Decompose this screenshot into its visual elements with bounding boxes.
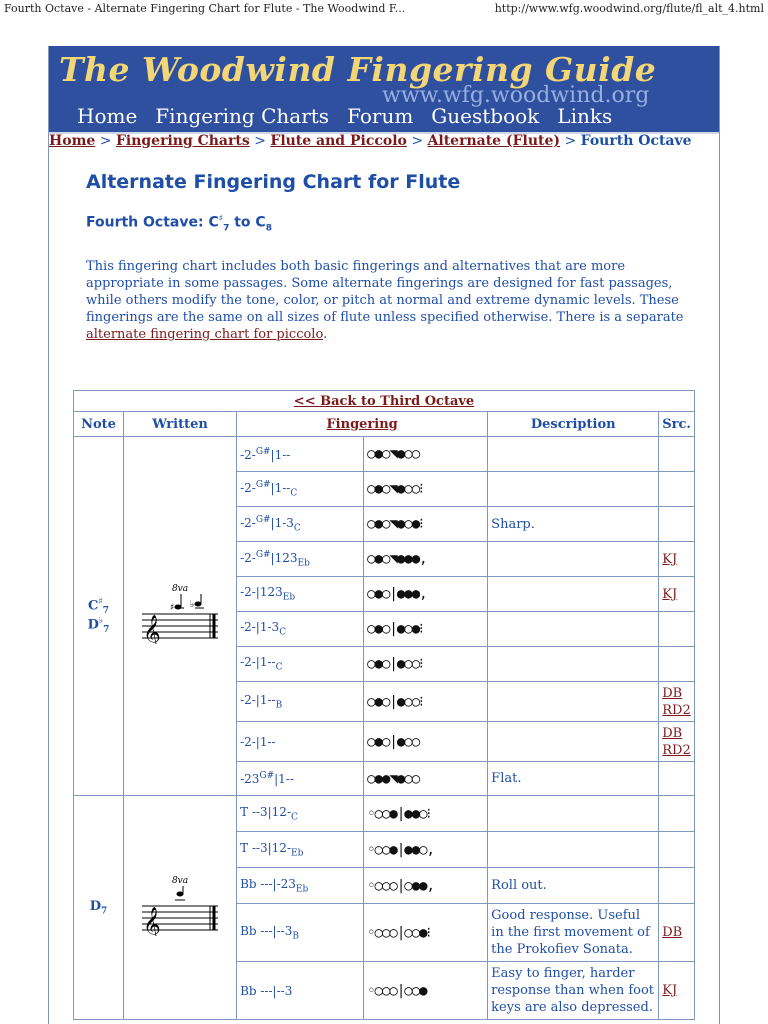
nav-guestbook[interactable]: Guestbook [431, 104, 540, 128]
source-link[interactable]: DB [662, 685, 683, 701]
browser-header [0, 0, 768, 18]
fingering-diagram: ○●●◥●○○ [364, 762, 488, 796]
source-link[interactable]: KJ [662, 983, 678, 998]
octave-subheading: Fourth Octave: $C^♯_7$ to $C_8$ [86, 214, 272, 234]
fingering-name: $-2-|123_{Eb}$ [237, 577, 364, 612]
source-link[interactable]: KJ [662, 551, 678, 567]
site-logo-title: The Woodwind Fingering Guide [59, 50, 657, 89]
fingering-description [488, 832, 659, 868]
fingering-name: Bb $---|-23_{Eb}$ [237, 868, 364, 904]
fingering-name: -2-|1-- [237, 722, 364, 762]
nav-forum[interactable]: Forum [347, 104, 414, 128]
main-nav [77, 104, 612, 128]
svg-text:♯: ♯ [170, 603, 175, 613]
breadcrumb-home[interactable]: Home [49, 133, 96, 149]
piccolo-chart-link[interactable]: alternate fingering chart for piccolo [86, 327, 324, 342]
fingering-diagram: ○●○|●○○⁝ [364, 647, 488, 682]
source-link[interactable]: RD2 [662, 742, 691, 758]
source-cell [659, 682, 695, 722]
fingering-diagram: ○●○◥●●●, [364, 542, 488, 577]
source-cell [659, 507, 695, 542]
back-row [74, 391, 695, 412]
intro-paragraph: This fingering chart includes both basic fingerings and alternatives that are more appropriate in some passages. Some alternate fingerings are designed for fast passages, while others modify the tone, color, or pitch at normal and extreme dynamic levels. These fingerings are the same on all sizes of flute unless specified otherwise. There is a separate alternate fingering chart for piccolo. [86, 259, 684, 342]
fingering-diagram: ○●○|●○○⁝ [364, 682, 488, 722]
source-link[interactable]: RD2 [662, 702, 691, 718]
fingering-diagram: ○●○|●●●, [364, 577, 488, 612]
fingering-diagram: ◦○○○|○○● [364, 962, 488, 1020]
source-link[interactable]: DB [662, 725, 683, 741]
fingering-diagram: ◦○○●|●●○, [364, 832, 488, 868]
fingering-description [488, 796, 659, 832]
breadcrumb-flute-piccolo[interactable]: Flute and Piccolo [270, 133, 407, 149]
source-cell [659, 962, 695, 1020]
fingering-diagram: ◦○○●|●●○⁝ [364, 796, 488, 832]
fingering-diagram: ○●○◥●○○⁝ [364, 472, 488, 507]
source-cell [659, 832, 695, 868]
source-cell [659, 762, 695, 796]
fingering-description [488, 472, 659, 507]
fingering-description: Sharp. [488, 507, 659, 542]
source-cell [659, 796, 695, 832]
fingering-diagram: ○●○◥●○○ [364, 437, 488, 472]
nav-links[interactable]: Links [557, 104, 613, 128]
breadcrumb-fingering-charts[interactable]: Fingering Charts [115, 133, 250, 149]
fingering-name: $-2-^{G\#}|1--_C$ [237, 472, 364, 507]
nav-fingering-charts[interactable]: Fingering Charts [155, 104, 330, 128]
fingering-table [73, 390, 695, 1020]
fingering-description: Easy to finger, harder response than when foot keys are also depressed. [488, 962, 659, 1020]
source-cell [659, 647, 695, 682]
fingering-description [488, 647, 659, 682]
fingering-name: T $--3|12-_{Eb}$ [237, 832, 364, 868]
site-banner [49, 46, 719, 134]
breadcrumb-current: Fourth Octave [580, 133, 692, 149]
nav-home[interactable]: Home [77, 104, 138, 128]
fingering-row [74, 437, 695, 472]
fingering-description: Good response. Useful in the first movement of the Prokofiev Sonata. [488, 904, 659, 962]
fingering-name: $-2-|1--_B$ [237, 682, 364, 722]
col-source: Src. [659, 412, 695, 437]
page-heading: Alternate Fingering Chart for Flute [86, 171, 461, 193]
source-cell [659, 722, 695, 762]
source-cell [659, 437, 695, 472]
svg-text:𝄞: 𝄞 [143, 615, 161, 644]
source-link[interactable]: DB [662, 925, 683, 940]
fingering-description [488, 612, 659, 647]
note-cell: $C^♯_7$ $D^♭_7$ [74, 437, 124, 796]
source-cell [659, 904, 695, 962]
fingering-name: Bb $---|--3_B$ [237, 904, 364, 962]
fingering-diagram: ○●○|●○○ [364, 722, 488, 762]
written-notation-image: 8va 𝄞 [124, 796, 237, 1020]
source-cell [659, 542, 695, 577]
fingering-name: $-23^{G\#}|1--$ [237, 762, 364, 796]
fingering-name: $-2-^{G\#}|123_{Eb}$ [237, 542, 364, 577]
site-url: www.wfg.woodwind.org [382, 83, 650, 108]
fingering-description: Roll out. [488, 868, 659, 904]
written-notation-image: 8va 𝄞 ♯ ♭ [124, 437, 237, 796]
breadcrumb-alternate-flute[interactable]: Alternate (Flute) [427, 133, 561, 149]
source-cell [659, 472, 695, 507]
fingering-description [488, 542, 659, 577]
source-cell [659, 612, 695, 647]
svg-text:♭: ♭ [190, 600, 195, 610]
col-note: Note [74, 412, 124, 437]
source-cell [659, 868, 695, 904]
source-cell [659, 577, 695, 612]
page-frame [48, 46, 720, 1024]
fingering-diagram: ○●○◥●○●⁝ [364, 507, 488, 542]
fingering-name: $-2-|1--_C$ [237, 647, 364, 682]
fingering-description [488, 577, 659, 612]
svg-text:𝄞: 𝄞 [143, 906, 161, 936]
col-written: Written [124, 412, 237, 437]
fingering-description: Flat. [488, 762, 659, 796]
fingering-diagram: ◦○○○|○●●, [364, 868, 488, 904]
fingering-diagram: ○●○|●○●⁝ [364, 612, 488, 647]
col-description: Description [488, 412, 659, 437]
fingering-diagram: ◦○○○|○○●⁝ [364, 904, 488, 962]
fingering-description [488, 682, 659, 722]
page-title: Fourth Octave - Alternate Fingering Chart for Flute - The Woodwind F... [4, 2, 406, 15]
fingering-name: Bb ---|--3 [237, 962, 364, 1020]
back-to-third-octave-link[interactable]: << Back to Third Octave [293, 393, 475, 409]
source-link[interactable]: KJ [662, 586, 678, 602]
col-fingering[interactable]: Fingering [237, 412, 488, 437]
fingering-name: $-2-^{G\#}|1-3_C$ [237, 507, 364, 542]
breadcrumb: Home > Fingering Charts > Flute and Piccolo > Alternate (Flute) > Fourth Octave [49, 133, 692, 149]
fingering-row [74, 796, 695, 832]
fingering-description [488, 437, 659, 472]
fingering-name: $-2-|1-3_C$ [237, 612, 364, 647]
fingering-description [488, 722, 659, 762]
fingering-name: T $--3|12-_C$ [237, 796, 364, 832]
fingering-name: -2-$^{G\#}$|1-- [237, 437, 364, 472]
header-row [74, 412, 695, 437]
page-url: http://www.wfg.woodwind.org/flute/fl_alt_4.html [494, 2, 764, 15]
note-cell: $D_7$ [74, 796, 124, 1020]
